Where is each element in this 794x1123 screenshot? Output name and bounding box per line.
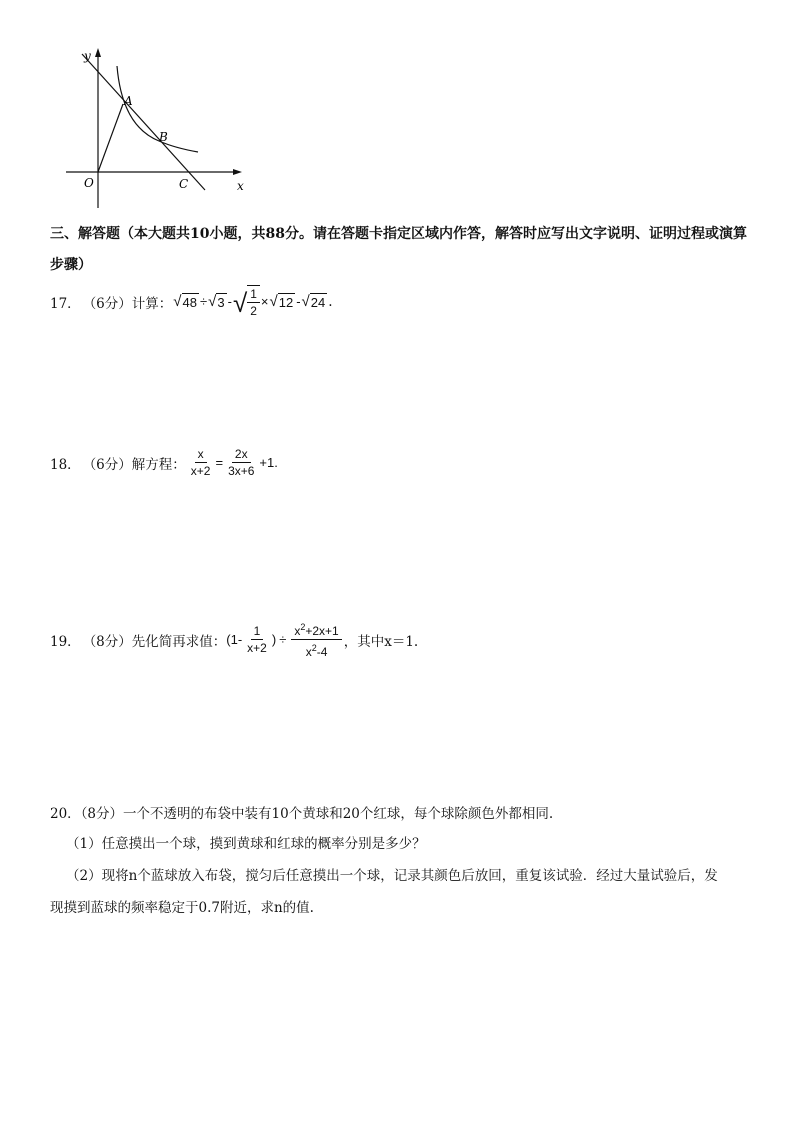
q17-minus-2: - bbox=[296, 294, 301, 309]
hyperbola-curve bbox=[117, 66, 198, 152]
q17-times: × bbox=[260, 294, 269, 309]
q19-fraction-1: $\frac{1}{x+2}$ bbox=[247, 624, 267, 655]
q18-prompt: 解方程： bbox=[131, 456, 186, 473]
q20-number: 20． bbox=[50, 806, 81, 822]
function-graph bbox=[60, 40, 260, 210]
q19-fraction-2: $\frac{x^2+2x+1}{x^2-4}$ bbox=[291, 620, 341, 659]
q17-end: . bbox=[328, 293, 333, 310]
q18-number: 18． bbox=[50, 456, 81, 473]
x-axis-arrow bbox=[233, 169, 242, 175]
q17-sqrt-48: √ 48 bbox=[173, 293, 197, 310]
q19-div: ÷ bbox=[279, 632, 287, 647]
q17-div: ÷ bbox=[199, 294, 208, 309]
label-x: x bbox=[237, 179, 244, 193]
q17-sqrt-half: √ $\frac{1}{2}$ bbox=[233, 285, 260, 318]
question-19 bbox=[50, 620, 418, 659]
label-c: C bbox=[179, 177, 189, 191]
q18-fraction-1: $\frac{x}{x+2}$ bbox=[190, 447, 211, 478]
q19-close: ) bbox=[271, 632, 277, 647]
label-a: A bbox=[124, 94, 133, 108]
line-abc bbox=[82, 54, 205, 190]
label-y: y bbox=[84, 49, 91, 63]
segment-oa bbox=[98, 104, 123, 172]
q18-fraction-2: $\frac{2x}{3x+6}$ bbox=[228, 447, 255, 478]
label-b: B bbox=[159, 130, 168, 144]
q18-equals: = bbox=[215, 455, 224, 470]
label-o: O bbox=[84, 176, 94, 190]
q17-number: 17． bbox=[50, 295, 81, 312]
q17-prompt: 计算： bbox=[131, 295, 173, 312]
question-17 bbox=[50, 285, 333, 318]
q19-number: 19． bbox=[50, 633, 81, 650]
y-axis-arrow bbox=[95, 48, 101, 57]
q17-sqrt-3: √ 3 bbox=[208, 293, 225, 310]
q17-minus-1: - bbox=[227, 294, 232, 309]
q17-sqrt-12: √ 12 bbox=[269, 293, 294, 310]
q18-tail: +1. bbox=[259, 455, 278, 470]
q20-stem-text: 一个不透明的布袋中装有10个黄球和20个红球，每个球除颜色外都相同. bbox=[123, 806, 554, 822]
q17-score: （6分） bbox=[82, 295, 132, 312]
q17-sqrt-24: √ 24 bbox=[301, 293, 326, 310]
q19-score: （8分） bbox=[82, 633, 132, 650]
question-20-stem bbox=[50, 804, 553, 824]
q20-part-2-line-1: （2）现将n个蓝球放入布袋，搅匀后任意摸出一个球，记录其颜色后放回，重复该试验．经过大量试验后，发 bbox=[66, 868, 718, 884]
q20-part-1: （1）任意摸出一个球，摸到黄球和红球的概率分别是多少？ bbox=[66, 836, 426, 852]
question-18 bbox=[50, 447, 278, 478]
q18-score: （6分） bbox=[82, 456, 132, 473]
q20-part-2-line-2: 现摸到蓝球的频率稳定于0.7附近，求n的值. bbox=[50, 900, 314, 916]
q19-open: (1- bbox=[226, 632, 243, 647]
q20-score: （8分） bbox=[80, 806, 124, 822]
section-heading: 三、解答题（本大题共10小题，共88分。请在答题卡指定区域内作答，解答时应写出文字说明、证明过程或演算步骤） bbox=[50, 226, 747, 273]
q19-condition: ，其中x＝1. bbox=[343, 633, 419, 650]
q19-prompt: 先化简再求值： bbox=[131, 633, 227, 650]
